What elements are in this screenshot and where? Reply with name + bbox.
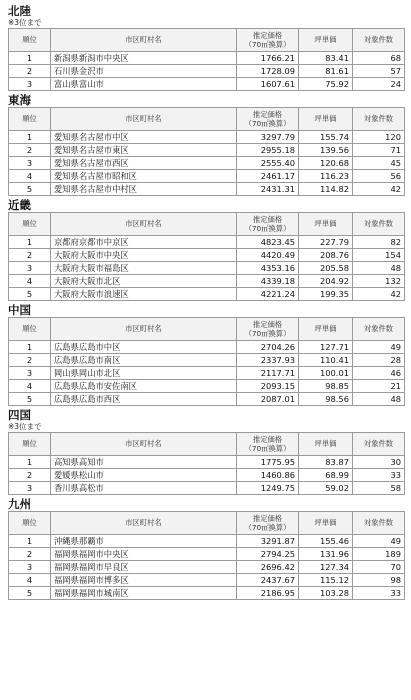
cell-rank: 3 bbox=[9, 482, 51, 495]
cell-tsubo: 100.01 bbox=[299, 367, 353, 380]
table-row bbox=[9, 587, 405, 600]
cell-count: 28 bbox=[353, 354, 405, 367]
header-price bbox=[237, 512, 299, 535]
cell-city: 新潟県新潟市中央区 bbox=[51, 52, 237, 65]
cell-price: 3297.79 bbox=[237, 131, 299, 144]
header-price-line1: 推定価格 bbox=[252, 319, 283, 329]
cell-count: 57 bbox=[353, 65, 405, 78]
cell-rank: 3 bbox=[9, 262, 51, 275]
cell-count: 189 bbox=[353, 548, 405, 561]
cell-rank: 2 bbox=[9, 548, 51, 561]
cell-tsubo: 83.87 bbox=[299, 456, 353, 469]
header-tsubo: 坪単価 bbox=[299, 29, 353, 52]
cell-price: 4420.49 bbox=[237, 249, 299, 262]
cell-city: 石川県金沢市 bbox=[51, 65, 237, 78]
cell-count: 70 bbox=[353, 561, 405, 574]
header-count: 対象件数 bbox=[353, 318, 405, 341]
cell-price: 2087.01 bbox=[237, 393, 299, 406]
cell-city: 富山県富山市 bbox=[51, 78, 237, 91]
cell-tsubo: 227.79 bbox=[299, 236, 353, 249]
cell-city: 愛知県名古屋市昭和区 bbox=[51, 170, 237, 183]
cell-count: 120 bbox=[353, 131, 405, 144]
region-title: 東海 bbox=[8, 93, 31, 107]
header-price-line1: 推定価格 bbox=[252, 214, 283, 224]
table-row bbox=[9, 170, 405, 183]
header-price-line2: （70㎡換算） bbox=[244, 444, 291, 453]
table-row bbox=[9, 275, 405, 288]
cell-tsubo: 68.99 bbox=[299, 469, 353, 482]
header-rank: 順位 bbox=[9, 512, 51, 535]
cell-rank: 1 bbox=[9, 236, 51, 249]
cell-tsubo: 114.82 bbox=[299, 183, 353, 196]
table-row bbox=[9, 236, 405, 249]
table-header-row bbox=[9, 433, 405, 456]
cell-count: 49 bbox=[353, 535, 405, 548]
cell-price: 2093.15 bbox=[237, 380, 299, 393]
cell-price: 2431.31 bbox=[237, 183, 299, 196]
table-header-row bbox=[9, 512, 405, 535]
cell-price: 1460.86 bbox=[237, 469, 299, 482]
region-title: 中国 bbox=[8, 303, 31, 317]
table-row bbox=[9, 157, 405, 170]
cell-city: 広島県広島市西区 bbox=[51, 393, 237, 406]
table-header-row bbox=[9, 29, 405, 52]
cell-city: 愛媛県松山市 bbox=[51, 469, 237, 482]
cell-price: 2437.67 bbox=[237, 574, 299, 587]
cell-count: 42 bbox=[353, 288, 405, 301]
table-row bbox=[9, 482, 405, 495]
cell-tsubo: 155.74 bbox=[299, 131, 353, 144]
cell-tsubo: 98.56 bbox=[299, 393, 353, 406]
header-city: 市区町村名 bbox=[51, 433, 237, 456]
table-row bbox=[9, 144, 405, 157]
cell-rank: 1 bbox=[9, 456, 51, 469]
cell-count: 45 bbox=[353, 157, 405, 170]
header-price bbox=[237, 213, 299, 236]
table-row bbox=[9, 288, 405, 301]
header-rank: 順位 bbox=[9, 318, 51, 341]
cell-price: 2955.18 bbox=[237, 144, 299, 157]
cell-count: 132 bbox=[353, 275, 405, 288]
table-row bbox=[9, 131, 405, 144]
header-tsubo: 坪単価 bbox=[299, 318, 353, 341]
cell-tsubo: 75.92 bbox=[299, 78, 353, 91]
cell-city: 愛知県名古屋市中村区 bbox=[51, 183, 237, 196]
cell-city: 愛知県名古屋市東区 bbox=[51, 144, 237, 157]
header-price bbox=[237, 29, 299, 52]
cell-tsubo: 204.92 bbox=[299, 275, 353, 288]
cell-tsubo: 83.41 bbox=[299, 52, 353, 65]
header-rank: 順位 bbox=[9, 213, 51, 236]
cell-rank: 4 bbox=[9, 170, 51, 183]
cell-city: 大阪府大阪市福島区 bbox=[51, 262, 237, 275]
cell-city: 大阪府大阪市中央区 bbox=[51, 249, 237, 262]
cell-tsubo: 199.35 bbox=[299, 288, 353, 301]
cell-count: 48 bbox=[353, 393, 405, 406]
cell-rank: 3 bbox=[9, 78, 51, 91]
cell-tsubo: 127.71 bbox=[299, 341, 353, 354]
cell-city: 福岡県福岡市早良区 bbox=[51, 561, 237, 574]
ranking-table bbox=[8, 511, 405, 600]
header-rank: 順位 bbox=[9, 108, 51, 131]
header-price-line1: 推定価格 bbox=[252, 30, 283, 40]
region-title: 北陸 bbox=[8, 4, 31, 18]
cell-tsubo: 139.56 bbox=[299, 144, 353, 157]
header-price bbox=[237, 433, 299, 456]
table-row bbox=[9, 354, 405, 367]
cell-city: 岡山県岡山市北区 bbox=[51, 367, 237, 380]
cell-rank: 4 bbox=[9, 574, 51, 587]
cell-count: 46 bbox=[353, 367, 405, 380]
header-price bbox=[237, 318, 299, 341]
cell-tsubo: 127.34 bbox=[299, 561, 353, 574]
header-count: 対象件数 bbox=[353, 108, 405, 131]
ranking-table bbox=[8, 317, 405, 406]
cell-price: 1249.75 bbox=[237, 482, 299, 495]
cell-rank: 5 bbox=[9, 288, 51, 301]
cell-count: 30 bbox=[353, 456, 405, 469]
cell-price: 2704.26 bbox=[237, 341, 299, 354]
region-section bbox=[8, 303, 403, 406]
region-section bbox=[8, 408, 403, 495]
cell-city: 広島県広島市中区 bbox=[51, 341, 237, 354]
header-city: 市区町村名 bbox=[51, 108, 237, 131]
table-row bbox=[9, 367, 405, 380]
cell-city: 広島県広島市安佐南区 bbox=[51, 380, 237, 393]
cell-rank: 4 bbox=[9, 380, 51, 393]
region-title: 近畿 bbox=[8, 198, 31, 212]
header-count: 対象件数 bbox=[353, 29, 405, 52]
cell-tsubo: 120.68 bbox=[299, 157, 353, 170]
header-tsubo: 坪単価 bbox=[299, 108, 353, 131]
header-city: 市区町村名 bbox=[51, 512, 237, 535]
table-row bbox=[9, 469, 405, 482]
region-section bbox=[8, 4, 403, 91]
cell-price: 3291.87 bbox=[237, 535, 299, 548]
cell-rank: 3 bbox=[9, 157, 51, 170]
cell-count: 42 bbox=[353, 183, 405, 196]
header-price-line2: （70㎡換算） bbox=[244, 329, 291, 338]
cell-price: 2186.95 bbox=[237, 587, 299, 600]
cell-count: 56 bbox=[353, 170, 405, 183]
table-row bbox=[9, 548, 405, 561]
table-header-row bbox=[9, 318, 405, 341]
cell-city: 福岡県福岡市中央区 bbox=[51, 548, 237, 561]
table-header-row bbox=[9, 108, 405, 131]
cell-rank: 5 bbox=[9, 183, 51, 196]
cell-tsubo: 205.58 bbox=[299, 262, 353, 275]
cell-tsubo: 155.46 bbox=[299, 535, 353, 548]
header-price-line2: （70㎡換算） bbox=[244, 224, 291, 233]
table-row bbox=[9, 262, 405, 275]
table-row bbox=[9, 380, 405, 393]
header-price-line2: （70㎡換算） bbox=[244, 119, 291, 128]
cell-rank: 1 bbox=[9, 341, 51, 354]
region-section bbox=[8, 198, 403, 301]
region-note: ※3位まで bbox=[8, 18, 42, 27]
cell-rank: 3 bbox=[9, 561, 51, 574]
cell-tsubo: 81.61 bbox=[299, 65, 353, 78]
cell-tsubo: 98.85 bbox=[299, 380, 353, 393]
header-rank: 順位 bbox=[9, 29, 51, 52]
cell-count: 71 bbox=[353, 144, 405, 157]
cell-rank: 1 bbox=[9, 131, 51, 144]
cell-rank: 2 bbox=[9, 249, 51, 262]
cell-tsubo: 115.12 bbox=[299, 574, 353, 587]
cell-tsubo: 131.96 bbox=[299, 548, 353, 561]
header-tsubo: 坪単価 bbox=[299, 433, 353, 456]
cell-price: 2461.17 bbox=[237, 170, 299, 183]
cell-price: 1728.09 bbox=[237, 65, 299, 78]
table-row bbox=[9, 78, 405, 91]
cell-count: 82 bbox=[353, 236, 405, 249]
cell-price: 2696.42 bbox=[237, 561, 299, 574]
cell-rank: 3 bbox=[9, 367, 51, 380]
cell-price: 1775.95 bbox=[237, 456, 299, 469]
cell-tsubo: 103.28 bbox=[299, 587, 353, 600]
table-row bbox=[9, 52, 405, 65]
cell-price: 2794.25 bbox=[237, 548, 299, 561]
header-price-line1: 推定価格 bbox=[252, 109, 283, 119]
cell-rank: 5 bbox=[9, 587, 51, 600]
table-header-row bbox=[9, 213, 405, 236]
cell-city: 大阪府大阪市浪速区 bbox=[51, 288, 237, 301]
cell-rank: 5 bbox=[9, 393, 51, 406]
table-row bbox=[9, 341, 405, 354]
header-price-line2: （70㎡換算） bbox=[244, 40, 291, 49]
cell-tsubo: 208.76 bbox=[299, 249, 353, 262]
cell-count: 33 bbox=[353, 469, 405, 482]
cell-city: 沖縄県那覇市 bbox=[51, 535, 237, 548]
header-price-line1: 推定価格 bbox=[252, 434, 283, 444]
header-price-line2: （70㎡換算） bbox=[244, 523, 291, 532]
header-price bbox=[237, 108, 299, 131]
cell-city: 香川県高松市 bbox=[51, 482, 237, 495]
region-section bbox=[8, 497, 403, 600]
region-title: 四国 bbox=[8, 408, 31, 422]
cell-rank: 4 bbox=[9, 275, 51, 288]
cell-price: 4823.45 bbox=[237, 236, 299, 249]
cell-city: 大阪府大阪市北区 bbox=[51, 275, 237, 288]
header-city: 市区町村名 bbox=[51, 29, 237, 52]
cell-tsubo: 116.23 bbox=[299, 170, 353, 183]
header-rank: 順位 bbox=[9, 433, 51, 456]
table-row bbox=[9, 535, 405, 548]
cell-price: 4339.18 bbox=[237, 275, 299, 288]
cell-city: 福岡県福岡市博多区 bbox=[51, 574, 237, 587]
table-row bbox=[9, 393, 405, 406]
header-tsubo: 坪単価 bbox=[299, 213, 353, 236]
cell-count: 48 bbox=[353, 262, 405, 275]
cell-city: 広島県広島市南区 bbox=[51, 354, 237, 367]
cell-rank: 2 bbox=[9, 469, 51, 482]
header-count: 対象件数 bbox=[353, 213, 405, 236]
header-count: 対象件数 bbox=[353, 512, 405, 535]
header-tsubo: 坪単価 bbox=[299, 512, 353, 535]
cell-rank: 2 bbox=[9, 144, 51, 157]
cell-price: 2555.40 bbox=[237, 157, 299, 170]
cell-count: 154 bbox=[353, 249, 405, 262]
cell-price: 1607.61 bbox=[237, 78, 299, 91]
header-price-line1: 推定価格 bbox=[252, 513, 283, 523]
cell-city: 愛知県名古屋市西区 bbox=[51, 157, 237, 170]
table-row bbox=[9, 456, 405, 469]
cell-count: 21 bbox=[353, 380, 405, 393]
ranking-table bbox=[8, 212, 405, 301]
table-row bbox=[9, 561, 405, 574]
table-row bbox=[9, 65, 405, 78]
ranking-table bbox=[8, 28, 405, 91]
cell-rank: 2 bbox=[9, 65, 51, 78]
region-title: 九州 bbox=[8, 497, 31, 511]
header-city: 市区町村名 bbox=[51, 213, 237, 236]
cell-count: 58 bbox=[353, 482, 405, 495]
cell-price: 2117.71 bbox=[237, 367, 299, 380]
cell-count: 49 bbox=[353, 341, 405, 354]
header-count: 対象件数 bbox=[353, 433, 405, 456]
cell-price: 2337.93 bbox=[237, 354, 299, 367]
cell-count: 98 bbox=[353, 574, 405, 587]
region-note: ※3位まで bbox=[8, 422, 42, 431]
header-city: 市区町村名 bbox=[51, 318, 237, 341]
cell-count: 68 bbox=[353, 52, 405, 65]
cell-tsubo: 59.02 bbox=[299, 482, 353, 495]
cell-city: 高知県高知市 bbox=[51, 456, 237, 469]
cell-rank: 1 bbox=[9, 535, 51, 548]
cell-city: 京都府京都市中京区 bbox=[51, 236, 237, 249]
ranking-table bbox=[8, 107, 405, 196]
cell-price: 4221.24 bbox=[237, 288, 299, 301]
table-row bbox=[9, 574, 405, 587]
cell-rank: 1 bbox=[9, 52, 51, 65]
cell-tsubo: 110.41 bbox=[299, 354, 353, 367]
table-row bbox=[9, 249, 405, 262]
cell-count: 33 bbox=[353, 587, 405, 600]
region-section bbox=[8, 93, 403, 196]
ranking-table bbox=[8, 432, 405, 495]
cell-city: 福岡県福岡市城南区 bbox=[51, 587, 237, 600]
cell-count: 24 bbox=[353, 78, 405, 91]
cell-price: 1766.21 bbox=[237, 52, 299, 65]
cell-rank: 2 bbox=[9, 354, 51, 367]
cell-city: 愛知県名古屋市中区 bbox=[51, 131, 237, 144]
cell-price: 4353.16 bbox=[237, 262, 299, 275]
table-row bbox=[9, 183, 405, 196]
